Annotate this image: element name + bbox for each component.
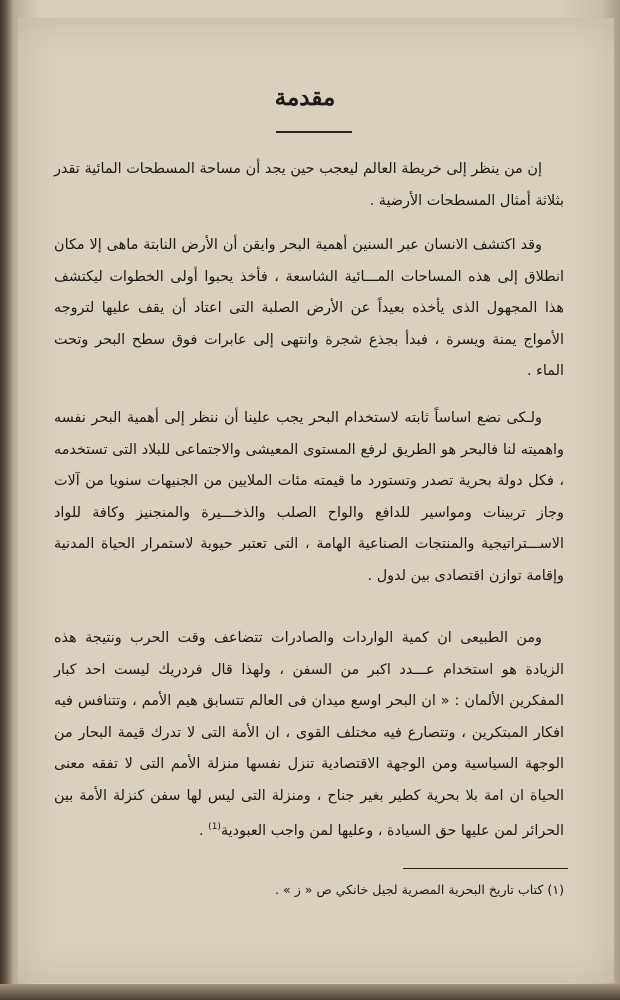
paragraph-1 [54,154,564,217]
page-edge [0,984,620,1000]
paragraph-4 [54,623,564,847]
page-title: مقدمة [274,84,336,111]
footnote-separator [403,868,568,869]
title-underline [276,131,352,133]
paragraph-text: ومن الطبيعى ان كمية الواردات والصادرات تتضاعف وقت الحرب ونتيجة هذه الزيادة هو استخدام عـــدد اكبر من السفن ، ولهذا قال فردريك ليست احد كبار المفكرين الألمان : « ان البحر اوسع ميدان فى العالم تتسابق هيم الأمم ، وتتنافس فيه افكار المبتكرين ، وتتصارع فيه مختلف القوى ، ان الأمة التى لا تدرك قيمة البحار من الوجهة السياسية ومن الوجهة الاقتصادية تنزل نفسها منزلة الأمم التى لا تفقه معنى الحياة ان امة بلا بحرية كطير بغير جناح ، ومنزلة التى ليس لها سفن كنزلة الأمة بين الحرائر لمن عليها حق السيادة ، وعليها لمن واجب العبودية [54,630,564,839]
closing-punctuation: . [199,822,209,839]
paragraph-text: ولـكى نضع اساساً ثابته لاستخدام البحر يجب علينا أن ننظر إلى أهمية البحر نفسه واهميته لنا فالبحر هو الطريق لرفع المستوى المعيشى والاجتماعى للبلاد التى تستخدمه ، فكل دولة بحرية تصدر وتستورد ما قيمته مئات الملايين من الجنيهات سنويا من آلات وجاز تربينات ومواسير للدافع والواح الصلب والذخـــيرة والمنجنيز وكافة للواد الاســـتراتيجية والمنتجات الصناعية الهامة ، التى تعتبر حيوية لاستمرار الحياة المدنية وإقامة توازن اقتصادى بين لدول . [54,410,564,584]
footnote-marker: (1) [208,822,221,832]
paragraph-2 [54,230,564,388]
paragraph-3 [54,403,564,592]
paragraph-text: وقد اكتشف الانسان عبر السنين أهمية البحر وايقن أن الأرض النابتة ماهى إلا مكان انطلاق إلى هذه المساحات المـــائية الشاسعة ، فأخذ يحبوا أولى الخطوات ليكتشف هذا المجهول الذى يأخذه بعيداً عن الأرض الصلبة التى اعتاد أن يقف عليها لتروجه الأمواج يمنة ويسرة ، فبدأ بجذع شجرة وانتهى إلى عابرات فوق سطح البحر وتحت الماء . [54,237,564,379]
footnote: (١) كتاب تاريخ البحرية المصرية لجيل خانكي ص « ز » . [274,882,564,897]
paragraph-text-container [54,623,564,847]
paragraph-text: إن من ينظر إلى خريطة العالم ليعجب حين يجد أن مساحة المسطحات المائية تقدر بثلاثة أمثال المسطحات الأرضية . [54,161,564,209]
